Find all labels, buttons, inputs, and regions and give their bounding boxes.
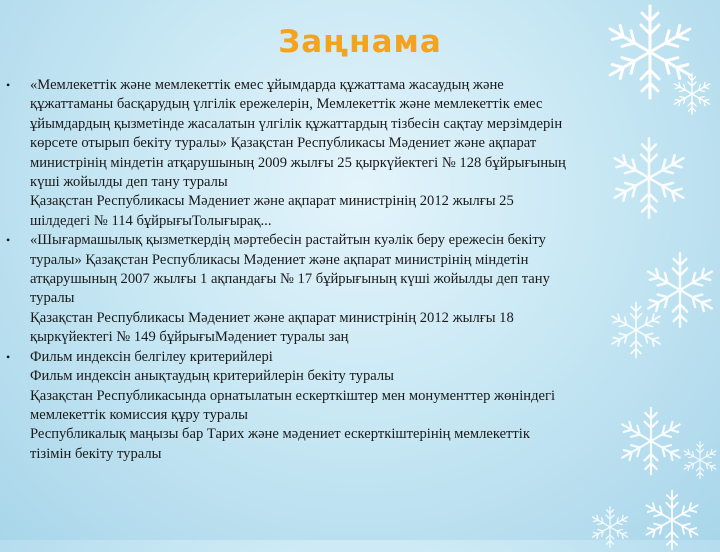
list-item-line: атқарушының 2007 жылғы 1 ақпандағы № 17 бұйрығының күші жойылды деп тану — [30, 271, 550, 288]
list-item-line: көрсете отырып бекіту туралы» Қазақстан Республикасы Мәдениет және ақпарат — [30, 135, 537, 152]
list-item-line: құжаттаманы басқарудың үлгілік ережелерін, Мемлекеттік және мемлекеттік емес — [30, 96, 543, 113]
list-item-line: Фильм индексін анықтаудың критерийлерін бекіту туралы — [30, 368, 394, 385]
list-item[interactable] — [6, 76, 678, 231]
list-item-line: Фильм индексін белгілеу критерийлері — [30, 348, 273, 365]
list-item-line: қыркүйектегі № 149 бұйрығыМәдениет туралы заң — [30, 329, 349, 346]
list-item-line: Республикалық маңызы бар Тарих және мәдениет ескерткіштерінің мемлекеттік — [30, 426, 530, 443]
list-item-line: Қазақстан Республикасы Мәдениет және ақпарат министрінің 2012 жылғы 25 — [30, 193, 514, 210]
bullet: • — [6, 78, 11, 92]
list-item[interactable] — [6, 348, 678, 464]
slide-title: Заңнама — [278, 24, 442, 60]
list-item-line: «Мемлекеттік және мемлекеттік емес ұйымдарда құжаттама жасаудың және — [30, 77, 504, 93]
content-list — [6, 76, 678, 464]
list-item-line: «Шығармашылық қызметкердің мәртебесін растайтын куәлік беру ережесін бекіту — [30, 232, 546, 249]
list-item-line: министрінің міндетін атқарушының 2009 жылғы 25 қыркүйектегі № 128 бұйрығының — [30, 154, 566, 171]
list-item-line: мемлекеттік комиссия құру туралы — [30, 406, 248, 423]
snowflake-icon — [640, 488, 704, 552]
snowflake-icon — [680, 440, 720, 480]
list-item-line: ұйымдардың қызметінде жасалатын үлгілік құжаттардың тізбесін сақтау мерзімдерін — [30, 115, 563, 132]
list-item-line: тізімін бекіту туралы — [30, 445, 162, 462]
list-item-line: туралы — [30, 290, 75, 307]
list-item-line: туралы» Қазақстан Республикасы Мәдениет және ақпарат министрінің міндетін — [30, 251, 529, 268]
list-item[interactable] — [6, 231, 678, 347]
list-item-line: Қазақстан Республикасы Мәдениет және ақпарат министрінің 2012 жылғы 18 — [30, 309, 514, 326]
bullet: • — [6, 349, 11, 364]
bullet: • — [6, 233, 11, 248]
list-item-line: күші жойылды деп тану туралы — [30, 174, 228, 191]
list-item-line: шілдедегі № 114 бұйрығыТолығырақ... — [30, 212, 272, 229]
snowflake-icon — [588, 505, 632, 549]
list-item-line: Қазақстан Республикасында орнатылатын ескерткіштер мен монументтер жөніндегі — [30, 387, 556, 404]
